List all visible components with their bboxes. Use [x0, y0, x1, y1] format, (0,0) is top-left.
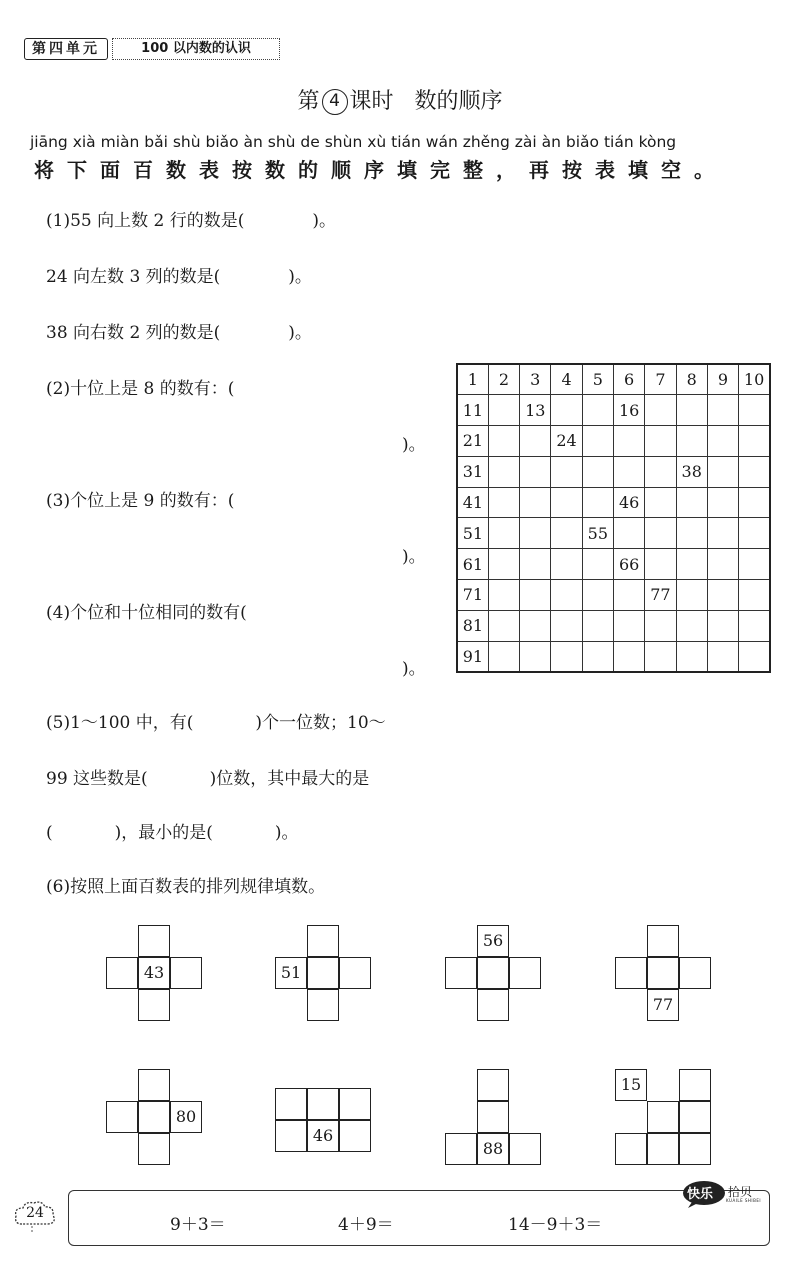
unit-badge: 第四单元 — [24, 38, 108, 60]
table-cell: 71 — [457, 580, 488, 611]
table-cell[interactable] — [676, 395, 707, 426]
table-cell[interactable] — [551, 395, 582, 426]
table-cell: 81 — [457, 610, 488, 641]
puzzle-cell[interactable] — [679, 1133, 711, 1165]
table-cell[interactable] — [676, 580, 707, 611]
table-cell[interactable] — [739, 426, 770, 457]
table-cell[interactable] — [676, 518, 707, 549]
page-number-text: 24 — [26, 1205, 44, 1221]
table-cell[interactable] — [613, 610, 644, 641]
table-cell[interactable] — [645, 456, 676, 487]
q5b-text1: 99 这些数是( — [46, 769, 148, 789]
puzzle-cell: 46 — [307, 1120, 339, 1152]
question-2-end: )。 — [402, 435, 426, 455]
brand-sub: 拾贝 — [728, 1185, 753, 1199]
q5c-text2: )，最小的是( — [114, 823, 213, 843]
q1a-text: (1)55 向上数 2 行的数是( — [46, 211, 245, 231]
table-cell[interactable] — [488, 610, 519, 641]
table-cell[interactable] — [676, 610, 707, 641]
puzzle-cell[interactable] — [509, 1133, 541, 1165]
question-2: (2)十位上是 8 的数有：( — [46, 379, 235, 399]
puzzle-cell[interactable] — [339, 957, 371, 989]
puzzle-cell: 56 — [477, 925, 509, 957]
q5b-text2: )位数，其中最大的是 — [209, 769, 370, 789]
puzzle-cell[interactable] — [445, 957, 477, 989]
table-cell: 16 — [613, 395, 644, 426]
table-cell[interactable] — [645, 549, 676, 580]
question-5b — [46, 764, 369, 789]
table-cell: 2 — [488, 364, 519, 395]
table-cell[interactable] — [613, 580, 644, 611]
puzzle-cell[interactable] — [170, 957, 202, 989]
table-cell[interactable] — [488, 456, 519, 487]
table-row — [457, 518, 770, 549]
question-1c — [46, 318, 312, 343]
question-4-end: )。 — [402, 659, 426, 679]
table-row — [457, 395, 770, 426]
table-cell[interactable] — [488, 426, 519, 457]
table-cell[interactable] — [613, 518, 644, 549]
question-3-end: )。 — [402, 547, 426, 567]
table-cell[interactable] — [613, 456, 644, 487]
table-cell[interactable] — [645, 395, 676, 426]
puzzle-cell[interactable] — [509, 957, 541, 989]
table-cell: 77 — [645, 580, 676, 611]
table-cell: 41 — [457, 487, 488, 518]
table-cell[interactable] — [739, 549, 770, 580]
table-cell[interactable] — [582, 610, 613, 641]
puzzle-cell[interactable] — [647, 1101, 679, 1133]
puzzle-cell[interactable] — [647, 957, 679, 989]
table-cell: 21 — [457, 426, 488, 457]
puzzle-cell[interactable] — [615, 1133, 647, 1165]
page-number — [12, 1198, 58, 1232]
table-cell[interactable] — [645, 487, 676, 518]
table-cell[interactable] — [520, 426, 551, 457]
puzzle-cell[interactable] — [106, 957, 138, 989]
table-cell[interactable] — [707, 426, 738, 457]
table-cell[interactable] — [582, 456, 613, 487]
puzzle-cell: 51 — [275, 957, 307, 989]
table-cell: 55 — [582, 518, 613, 549]
table-cell[interactable] — [582, 641, 613, 672]
puzzle-cell: 77 — [647, 989, 679, 1021]
table-cell[interactable] — [582, 395, 613, 426]
puzzle-cell: 43 — [138, 957, 170, 989]
table-cell[interactable] — [645, 641, 676, 672]
table-cell[interactable] — [676, 487, 707, 518]
lesson-number: 4 — [322, 89, 348, 115]
table-cell[interactable] — [739, 487, 770, 518]
table-cell[interactable] — [551, 549, 582, 580]
puzzle-cell[interactable] — [275, 1088, 307, 1120]
lesson-name: 数的顺序 — [414, 89, 503, 114]
table-cell[interactable] — [582, 487, 613, 518]
table-cell[interactable] — [520, 518, 551, 549]
table-cell: 38 — [676, 456, 707, 487]
table-cell: 51 — [457, 518, 488, 549]
question-6: (6)按照上面百数表的排列规律填数。 — [46, 877, 326, 897]
q1b-end: )。 — [288, 267, 312, 287]
puzzle-cell[interactable] — [339, 1088, 371, 1120]
puzzle-cell[interactable] — [307, 925, 339, 957]
puzzle-cell[interactable] — [339, 1120, 371, 1152]
puzzle-cell: 15 — [615, 1069, 647, 1101]
table-cell: 1 — [457, 364, 488, 395]
table-row — [457, 364, 770, 395]
table-row — [457, 456, 770, 487]
table-row — [457, 610, 770, 641]
instruction-pinyin: jiāng xià miàn bǎi shù biǎo àn shù de shùn xù tián wán zhěng zài àn biǎo tián kòng — [30, 133, 677, 151]
table-cell: 11 — [457, 395, 488, 426]
question-5c — [46, 818, 299, 843]
puzzle-cell[interactable] — [138, 925, 170, 957]
puzzle-cell[interactable] — [615, 957, 647, 989]
q5a-text2: )个一位数；10～ — [255, 713, 386, 733]
brand-pinyin: KUAILE SHIBEI — [726, 1198, 762, 1203]
question-4: (4)个位和十位相同的数有( — [46, 603, 247, 623]
table-cell[interactable] — [739, 518, 770, 549]
table-cell[interactable] — [739, 456, 770, 487]
table-cell[interactable] — [613, 426, 644, 457]
table-cell: 6 — [613, 364, 644, 395]
puzzle-cell[interactable] — [477, 957, 509, 989]
puzzle-cell[interactable] — [307, 1088, 339, 1120]
table-cell[interactable] — [520, 610, 551, 641]
table-cell[interactable] — [488, 549, 519, 580]
q5c-text1: ( — [46, 823, 53, 843]
arith-1: 9＋3＝ — [170, 1215, 226, 1235]
puzzle-cell[interactable] — [679, 957, 711, 989]
table-cell[interactable] — [551, 641, 582, 672]
table-cell[interactable] — [645, 426, 676, 457]
table-cell[interactable] — [488, 641, 519, 672]
puzzle-cell[interactable] — [106, 1101, 138, 1133]
table-cell[interactable] — [676, 641, 707, 672]
q1c-text: 38 向右数 2 列的数是( — [46, 323, 221, 343]
puzzle-cell[interactable] — [138, 1069, 170, 1101]
table-cell[interactable] — [520, 580, 551, 611]
table-cell[interactable] — [551, 487, 582, 518]
table-cell[interactable] — [707, 456, 738, 487]
instruction-text: 将下面百数表按数的顺序填完整，再按表填空。 — [34, 158, 727, 182]
table-cell[interactable] — [707, 580, 738, 611]
puzzle-cell[interactable] — [679, 1069, 711, 1101]
table-cell[interactable] — [520, 641, 551, 672]
table-cell[interactable] — [488, 580, 519, 611]
puzzle-cell[interactable] — [477, 989, 509, 1021]
puzzle-cell[interactable] — [647, 1133, 679, 1165]
table-cell[interactable] — [582, 426, 613, 457]
table-cell[interactable] — [676, 426, 707, 457]
table-cell: 9 — [707, 364, 738, 395]
puzzle-cell[interactable] — [679, 1101, 711, 1133]
table-cell: 31 — [457, 456, 488, 487]
table-cell[interactable] — [551, 580, 582, 611]
table-cell[interactable] — [707, 549, 738, 580]
table-cell: 61 — [457, 549, 488, 580]
q5a-text1: (5)1～100 中，有( — [46, 713, 194, 733]
table-cell: 24 — [551, 426, 582, 457]
lesson-prefix: 第 — [297, 89, 320, 114]
puzzle-cell[interactable] — [445, 1133, 477, 1165]
q1b-text: 24 向左数 3 列的数是( — [46, 267, 221, 287]
puzzle-cell[interactable] — [138, 1101, 170, 1133]
puzzle-cell[interactable] — [138, 1133, 170, 1165]
question-3: (3)个位上是 9 的数有：( — [46, 491, 235, 511]
table-cell[interactable] — [739, 641, 770, 672]
table-cell[interactable] — [707, 610, 738, 641]
table-cell[interactable] — [582, 549, 613, 580]
table-cell[interactable] — [676, 549, 707, 580]
table-cell[interactable] — [551, 610, 582, 641]
hundred-table — [456, 363, 771, 673]
brand-logo — [682, 1180, 768, 1208]
arith-2: 4＋9＝ — [338, 1215, 394, 1235]
table-cell[interactable] — [707, 641, 738, 672]
table-cell: 66 — [613, 549, 644, 580]
arith-3: 14－9＋3＝ — [508, 1215, 603, 1235]
table-cell: 3 — [520, 364, 551, 395]
question-5a — [46, 708, 386, 733]
question-1b — [46, 262, 312, 287]
table-cell[interactable] — [707, 487, 738, 518]
puzzle-cell[interactable] — [138, 989, 170, 1021]
table-cell[interactable] — [488, 518, 519, 549]
table-cell[interactable] — [707, 518, 738, 549]
q5c-text3: )。 — [274, 823, 299, 843]
table-cell[interactable] — [551, 518, 582, 549]
table-cell: 91 — [457, 641, 488, 672]
table-row — [457, 549, 770, 580]
table-cell[interactable] — [520, 487, 551, 518]
table-cell[interactable] — [488, 487, 519, 518]
table-cell: 10 — [739, 364, 770, 395]
table-row — [457, 641, 770, 672]
lesson-suffix: 课时 — [349, 89, 394, 114]
table-cell[interactable] — [645, 610, 676, 641]
puzzle-cell[interactable] — [477, 1101, 509, 1133]
table-cell[interactable] — [739, 580, 770, 611]
table-row — [457, 487, 770, 518]
puzzle-cell: 88 — [477, 1133, 509, 1165]
table-cell: 46 — [613, 487, 644, 518]
q1a-end: )。 — [312, 211, 337, 231]
table-cell: 8 — [676, 364, 707, 395]
puzzle-cell[interactable] — [275, 1120, 307, 1152]
puzzle-cell: 80 — [170, 1101, 202, 1133]
table-row — [457, 580, 770, 611]
table-cell[interactable] — [488, 395, 519, 426]
puzzle-cell[interactable] — [647, 925, 679, 957]
table-row — [457, 426, 770, 457]
table-cell[interactable] — [582, 580, 613, 611]
question-1a — [46, 206, 336, 231]
table-cell[interactable] — [645, 518, 676, 549]
table-cell[interactable] — [520, 549, 551, 580]
puzzle-cell[interactable] — [307, 989, 339, 1021]
puzzle-cell[interactable] — [477, 1069, 509, 1101]
table-cell: 5 — [582, 364, 613, 395]
lesson-title — [0, 84, 800, 115]
table-cell: 13 — [520, 395, 551, 426]
unit-topic: 100 以内数的认识 — [112, 38, 280, 60]
table-cell[interactable] — [707, 395, 738, 426]
table-cell: 4 — [551, 364, 582, 395]
puzzle-cell[interactable] — [307, 957, 339, 989]
table-cell[interactable] — [739, 395, 770, 426]
table-cell[interactable] — [551, 456, 582, 487]
table-cell[interactable] — [613, 641, 644, 672]
table-cell[interactable] — [520, 456, 551, 487]
table-cell[interactable] — [739, 610, 770, 641]
brand-main: 快乐 — [687, 1187, 714, 1202]
q1c-end: )。 — [288, 323, 312, 343]
table-cell: 7 — [645, 364, 676, 395]
